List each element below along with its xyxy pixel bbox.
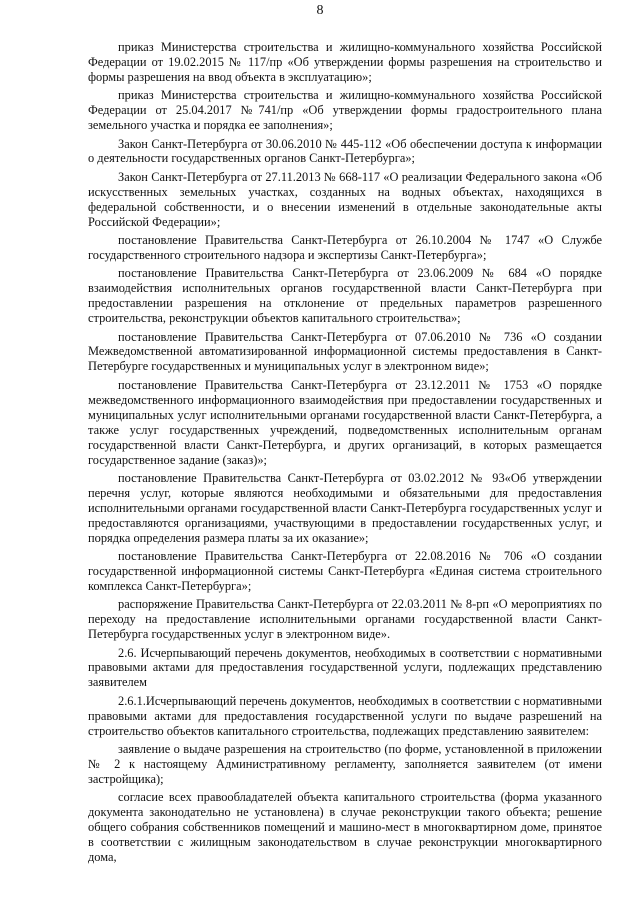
paragraph: постановление Правительства Санкт-Петербурга от 26.10.2004 № 1747 «О Службе государственного строительного надзора и экспертизы Санкт-Петербурга»; bbox=[88, 233, 602, 262]
paragraph: постановление Правительства Санкт-Петербурга от 07.06.2010 № 736 «О создании Межведомственной автоматизированной информационной системы предоставления в Санкт-Петербурге государственных и муниципальных услуг в электронном виде»; bbox=[88, 329, 602, 374]
page-number: 8 bbox=[316, 3, 324, 18]
body-text bbox=[88, 40, 602, 868]
paragraph: Закон Санкт-Петербурга от 30.06.2010 № 445-112 «Об обеспечении доступа к информации о деятельности государственных органов Санкт-Петербурга»; bbox=[88, 136, 602, 166]
paragraph: заявление о выдаче разрешения на строительство (по форме, установленной в приложении № 2 к настоящему Административному регламенту, заполняется заявителем (от имени застройщика); bbox=[88, 742, 602, 786]
paragraph: приказ Министерства строительства и жилищно-коммунального хозяйства Российской Федерации от 25.04.2017 №741/пр «Об утверждении формы градостроительного плана земельного участка и порядка ее заполнения»; bbox=[88, 88, 602, 133]
paragraph: постановление Правительства Санкт-Петербурга от 03.02.2012 № 93«Об утверждении перечня услуг, которые являются необходимыми и обязательными для предоставления исполнительными органами государственной власти Санкт-Петербурга государственных услуг и предоставляются организациями, участвующими в предоставлении государственных услуг, и порядка определения размера платы за их оказание»; bbox=[88, 470, 602, 545]
paragraph: Закон Санкт-Петербурга от 27.11.2013 № 668-117 «О реализации Федерального закона «Об искусственных земельных участках, созданных на водных объектах, находящихся в федеральной собственности, и о внесении изменений в отдельные законодательные акты Российской Федерации»; bbox=[88, 169, 602, 229]
paragraph: распоряжение Правительства Санкт-Петербурга от 22.03.2011 № 8-рп «О мероприятиях по переходу на предоставление исполнительными органами государственной власти Санкт-Петербурга государственных услуг в электронном виде». bbox=[88, 597, 602, 642]
paragraph: приказ Министерства строительства и жилищно-коммунального хозяйства Российской Федерации от 19.02.2015 № 117/пр «Об утверждении формы разрешения на строительство и формы разрешения на ввод объекта в эксплуатацию»; bbox=[88, 40, 602, 84]
paragraph: постановление Правительства Санкт-Петербурга от 22.08.2016 № 706 «О создании государственной информационной системы Санкт-Петербурга «Единая система строительного комплекса Санкт-Петербурга»; bbox=[88, 549, 602, 593]
paragraph: 2.6.1.Исчерпывающий перечень документов, необходимых в соответствии с нормативными правовыми актами для предоставления государственной услуги по выдаче разрешений на строительство объектов капитального строительства, подлежащих представлению заявителем: bbox=[88, 693, 602, 738]
paragraph: постановление Правительства Санкт-Петербурга от 23.06.2009 № 684 «О порядке взаимодействия исполнительных органов государственной власти Санкт-Петербурга при предоставлении разрешения на отклонение от предельных параметров разрешенного строительства, реконструкции объектов капитального строительства»; bbox=[88, 266, 602, 326]
paragraph: 2.6. Исчерпывающий перечень документов, необходимых в соответствии с нормативными правовыми актами для предоставления государственной услуги, подлежащих представлению заявителем bbox=[88, 645, 602, 690]
paragraph: согласие всех правообладателей объекта капитального строительства (форма указанного документа законодательно не установлена) в случае реконструкции такого объекта; решение общего собрания собственников помещений и машино-мест в многоквартирном доме, принятое в соответствии с жилищным законодательством в случае реконструкции многоквартирного дома, bbox=[88, 790, 602, 865]
paragraph: постановление Правительства Санкт-Петербурга от 23.12.2011 № 1753 «О порядке межведомственного информационного взаимодействия при предоставлении государственных и муниципальных услуг исполнительными органами государственной власти Санкт-Петербурга, а также услуг государственных учреждений, подведомственных исполнительным органам государственной власти Санкт-Петербурга, и других организаций, в которых размещается государственное задание (заказ)»; bbox=[88, 377, 602, 467]
